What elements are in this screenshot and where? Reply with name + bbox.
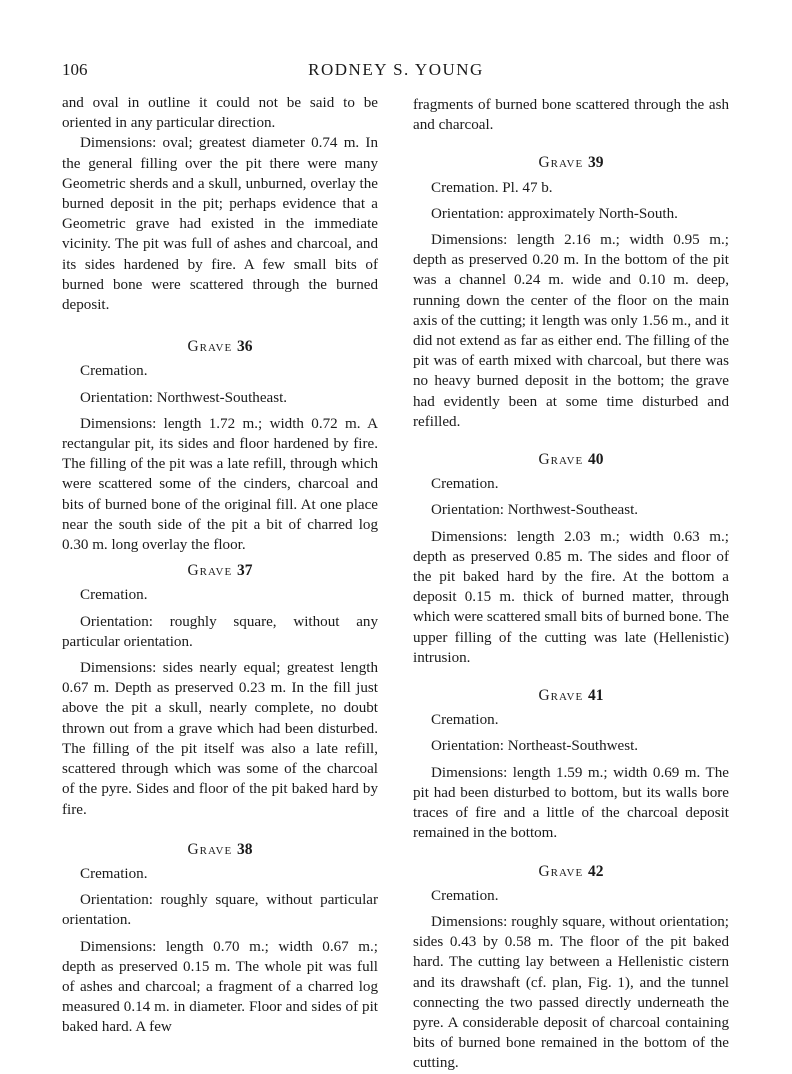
grave-label: Grave	[538, 862, 584, 880]
paragraph: Orientation: roughly square, without any particular orientation.	[62, 613, 378, 650]
running-head: RODNEY S. YOUNG	[308, 60, 484, 79]
paragraph: Cremation. Pl. 47 b.	[431, 179, 553, 196]
page-number: 106	[62, 60, 88, 79]
paragraph: Dimensions: length 0.70 m.; width 0.67 m.; depth as preserved 0.15 m. The whole pit was full of ashes and charcoal; a fragment of a charred log measured 0.14 m. in diameter. Floor and sides of pit baked hard. A few	[62, 938, 378, 1036]
grave-label: Grave	[538, 687, 584, 705]
grave-number: 42	[588, 862, 604, 880]
grave-number: 39	[588, 154, 604, 172]
paragraph: Dimensions: oval; greatest diameter 0.74 m. In the general filling over the pit there were many Geometric sherds and a skull, unburned, overlay the burned deposit in the pit; perhaps evidence that a Geometric grave had existed in the immediate vicinity. The pit was full of ashes and charcoal, and its sides hardened by fire. A few small bits of burned bone were scattered through the burned deposit.	[62, 135, 378, 314]
grave-label: Grave	[187, 562, 233, 580]
grave-41-heading	[413, 686, 729, 706]
paragraph: Dimensions: length 2.03 m.; width 0.63 m.; depth as preserved 0.85 m. The sides and floor of the pit baked hard by the fire. At the bottom a deposit 0.15 m. thick of burned matter, through which were scattered small bits of burned bone. The upper filling of the cutting was late (Hellenistic) intrusion.	[413, 528, 729, 666]
grave-36-heading	[62, 337, 378, 357]
grave-38-heading	[62, 840, 378, 860]
paragraph: Cremation.	[431, 712, 499, 729]
paragraph: Cremation.	[80, 363, 148, 380]
left-column	[62, 93, 378, 1038]
paragraph: Dimensions: roughly square, without orientation; sides 0.43 by 0.58 m. The floor of the pit baked hard. The cutting lay between a Hellenistic cistern and its drawshaft (cf. plan, Fig. 1), and the tunnel connecting the two passed directly underneath the pyre. A considerable deposit of charcoal containing bits of burned bone remained in the bottom of the cutting.	[413, 913, 729, 1072]
paragraph: Cremation.	[431, 887, 499, 904]
paragraph: Dimensions: sides nearly equal; greatest length 0.67 m. Depth as preserved 0.23 m. In the fill just above the pit a skull, nearly complete, no doubt thrown out from a grave which had been disturbed. The filling of the pit itself was also a late refill, scattered through which was some of the charcoal of the pyre. Sides and floor of the pit baked hard by fire.	[62, 660, 378, 818]
paragraph: Orientation: Northeast-Southwest.	[431, 738, 639, 755]
grave-label: Grave	[187, 840, 233, 858]
paragraph: Dimensions: length 1.72 m.; width 0.72 m. A rectangular pit, its sides and floor hardened by fire. The filling of the pit was a late refill, through which were scattered some of the cinders, charcoal and bits of burned bone of the original fill. At one place near the south side of the pit a bit of charred log 0.30 m. long overlay the floor.	[62, 415, 378, 554]
grave-number: 38	[237, 840, 253, 858]
grave-label: Grave	[538, 451, 584, 469]
paragraph: Orientation: roughly square, without particular orientation.	[62, 892, 378, 929]
grave-37-heading	[62, 561, 378, 581]
grave-label: Grave	[187, 338, 233, 356]
paragraph: and oval in outline it could not be said to be oriented in any particular direction.	[62, 95, 378, 132]
grave-42-heading	[413, 862, 729, 882]
grave-40-heading	[413, 450, 729, 470]
grave-number: 41	[588, 687, 604, 705]
grave-number: 37	[237, 562, 253, 580]
right-column	[413, 95, 729, 1074]
grave-39-heading	[413, 153, 729, 173]
paragraph: fragments of burned bone scattered through the ash and charcoal.	[413, 97, 729, 134]
paragraph: Dimensions: length 1.59 m.; width 0.69 m. The pit had been disturbed to bottom, but its walls bore traces of fire and a little of the charcoal deposit remained in the bottom.	[413, 764, 729, 842]
paragraph: Cremation.	[80, 865, 148, 882]
grave-label: Grave	[538, 154, 584, 172]
paragraph: Cremation.	[80, 587, 148, 604]
page-header	[62, 60, 730, 82]
paragraph: Orientation: Northwest-Southeast.	[431, 502, 639, 519]
paragraph: Orientation: approximately North-South.	[431, 205, 678, 222]
paragraph: Orientation: Northwest-Southeast.	[80, 389, 288, 406]
paragraph: Dimensions: length 2.16 m.; width 0.95 m.; depth as preserved 0.20 m. In the bottom of the pit was a channel 0.24 m. wide and 0.10 m. deep, running down the center of the floor on the main axis of the cutting; it length was only 1.56 m., and it did not extend as far as either end. The filling of the pit was of earth mixed with charcoal, but there was no heavy burned deposit in the bottom; the grave had evidently been at some time disturbed and refilled.	[413, 232, 729, 430]
grave-number: 36	[237, 338, 253, 356]
paragraph: Cremation.	[431, 476, 499, 493]
grave-number: 40	[588, 451, 604, 469]
